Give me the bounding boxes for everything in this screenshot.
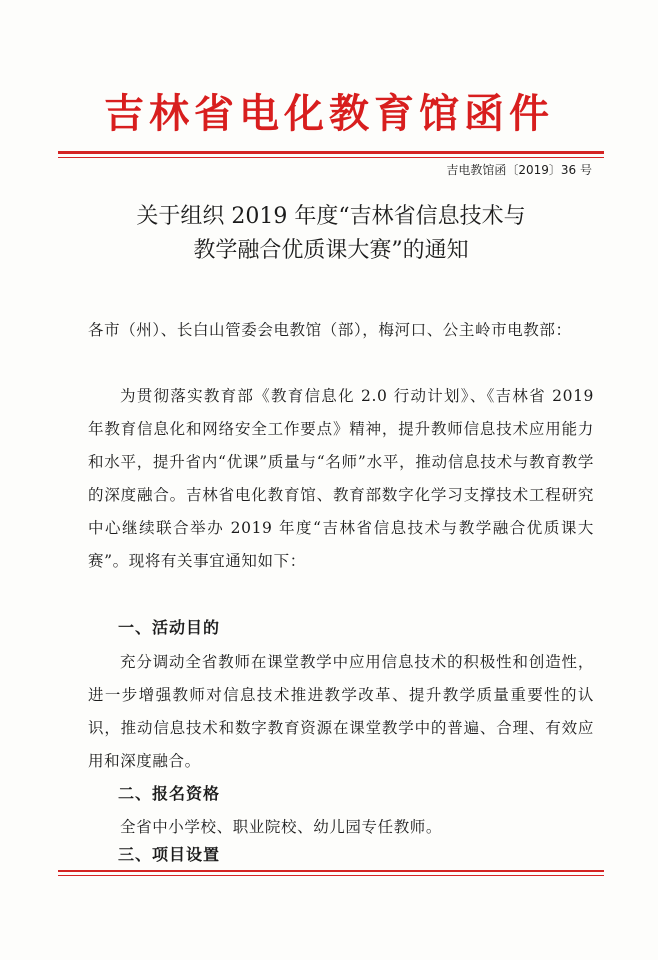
salutation: 各市（州）、长白山管委会电教馆（部），梅河口、公主岭市电教部： xyxy=(88,321,572,339)
letterhead-title: 吉林省电化教育馆函件 xyxy=(104,91,554,137)
title-line-2: 教学融合优质课大赛”的通知 xyxy=(193,238,469,263)
document-title xyxy=(58,200,604,268)
section-heading-projects: 三、项目设置 xyxy=(118,845,221,864)
letterhead-rule-thick xyxy=(58,151,604,154)
document-number: 吉电教馆函〔2019〕36 号 xyxy=(446,163,592,177)
section-body-eligibility: 全省中小学校、职业院校、幼儿园专任教师。 xyxy=(120,818,443,836)
intro-paragraph: 为贯彻落实教育部《教育信息化 2.0 行动计划》、《吉林省 2019 年教育信息化和网络安全工作要点》精神，提升教师信息技术应用能力和水平，提升省内“优课”质量与“名师”水平，推动信息技术与教育教学的深度融合。吉林省电化教育馆、教育部数字化学习支撑技术工程研究中心继续联合举办 2019 年度“吉林省信息技术与教学融合优质课大赛”。现将有关事宜通知如下： xyxy=(88,387,594,570)
footer-rule-thick xyxy=(58,870,604,872)
letterhead-rule-thin xyxy=(58,157,604,158)
section-body-purpose: 充分调动全省教师在课堂教学中应用信息技术的积极性和创造性，进一步增强教师对信息技术推进教学改革、提升教学质量重要性的认识，推动信息技术和数字教育资源在课堂教学中的普遍、合理、有效应用和深度融合。 xyxy=(88,653,594,770)
section-heading-purpose: 一、活动目的 xyxy=(118,618,221,637)
section-heading-eligibility: 二、报名资格 xyxy=(118,784,221,803)
title-line-1: 关于组织 2019 年度“吉林省信息技术与 xyxy=(136,204,526,229)
footer-rule-thin xyxy=(58,875,604,876)
